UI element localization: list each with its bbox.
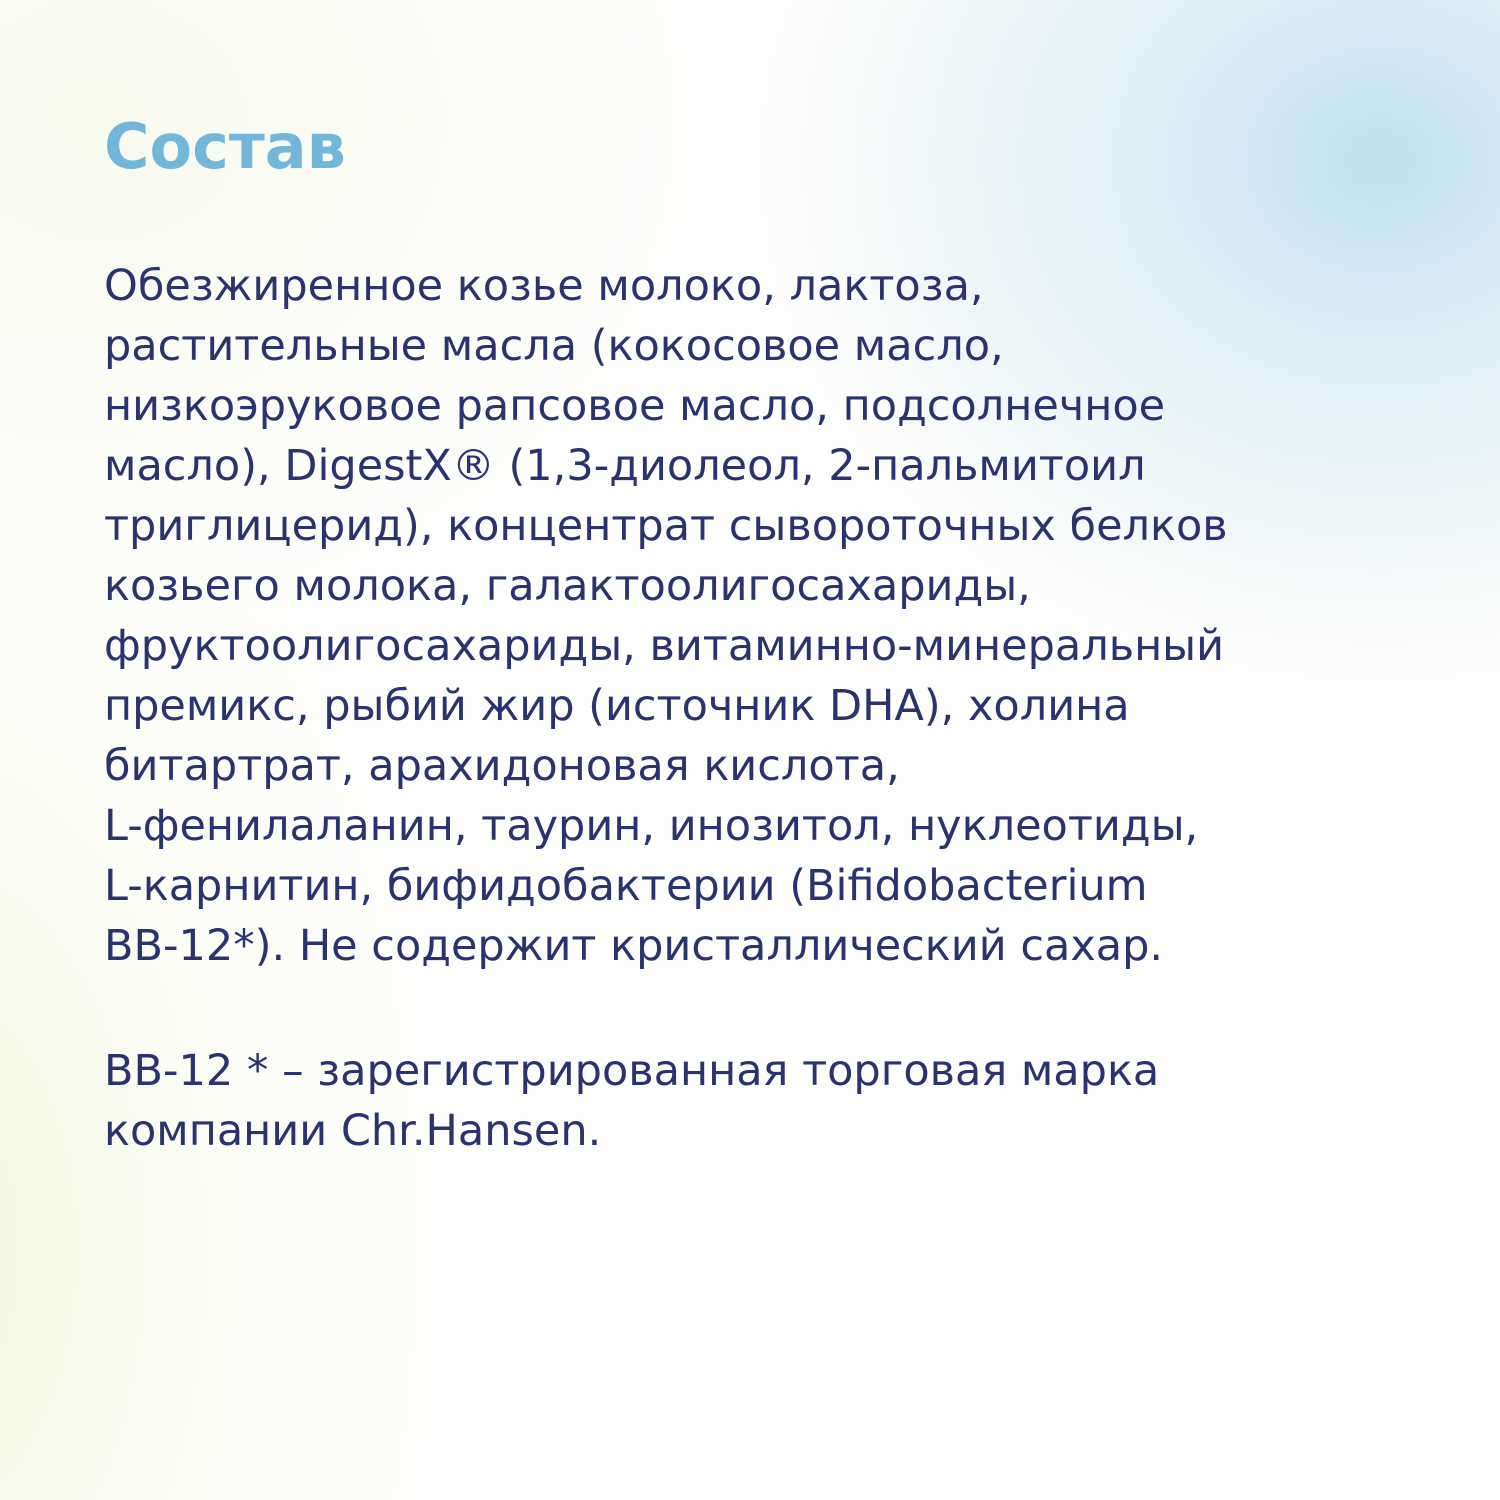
composition-line: триглицерид), концентрат сывороточных белков (104, 501, 1228, 551)
composition-line: L-фенилаланин, таурин, инозитол, нуклеотиды, (104, 801, 1199, 851)
composition-line: масло), DigestX® (1,3-диолеол, 2-пальмитоил (104, 441, 1146, 491)
composition-line: BB-12*). Не содержит кристаллический сахар. (104, 921, 1164, 971)
composition-line: L-карнитин, бифидобактерии (Bifidobacterium (104, 861, 1148, 911)
composition-line: Обезжиренное козье молоко, лактоза, (104, 261, 984, 311)
composition-line: премикс, рыбий жир (источник DHA), холина (104, 681, 1130, 731)
composition-line: фруктоолигосахариды, витаминно-минеральный (104, 621, 1225, 671)
trademark-note (104, 1041, 1434, 1161)
composition-text (104, 256, 1434, 976)
trademark-note-line: BB-12 * – зарегистрированная торговая марка (104, 1046, 1160, 1096)
composition-line: низкоэруковое рапсовое масло, подсолнечное (104, 381, 1166, 431)
composition-line: растительные масла (кокосовое масло, (104, 321, 1004, 371)
page-title: Состав (104, 110, 346, 183)
trademark-note-line: компании Chr.Hansen. (104, 1106, 602, 1156)
composition-line: козьего молока, галактоолигосахариды, (104, 561, 1031, 611)
composition-line: битартрат, арахидоновая кислота, (104, 741, 900, 791)
